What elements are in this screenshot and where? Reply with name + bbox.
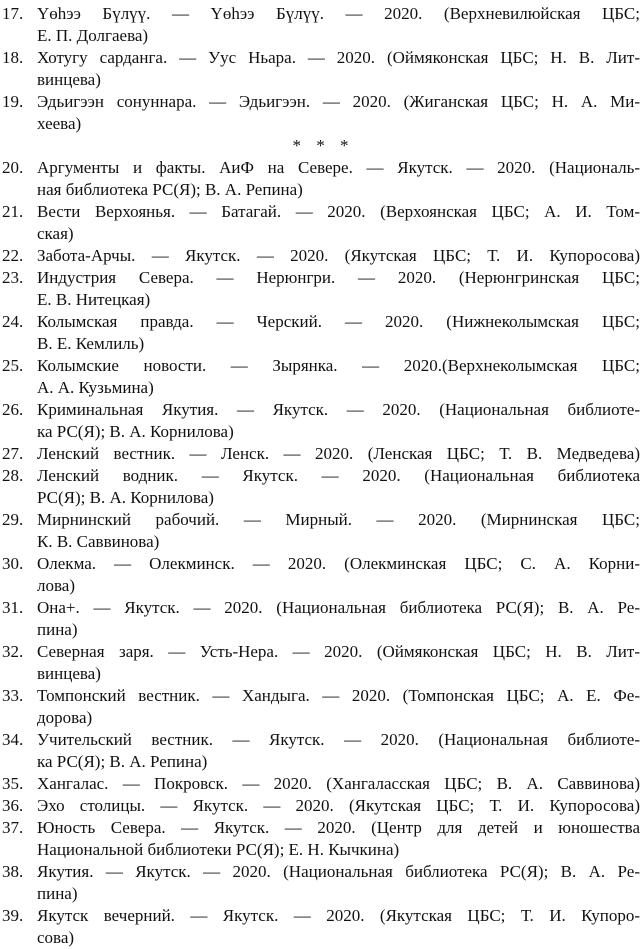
entry-text xyxy=(37,267,640,311)
entry-number: 29. xyxy=(2,510,24,529)
list-item xyxy=(2,641,640,685)
entry-line: ка РС(Я); В. А. Корнилова) xyxy=(37,422,234,441)
list-item xyxy=(2,201,640,245)
entry-line: Учительский вестник. — Якутск. — 2020. (Национальная библиоте- xyxy=(37,730,640,749)
entry-text xyxy=(37,311,640,355)
list-item xyxy=(2,91,640,135)
entry-number: 23. xyxy=(2,268,24,287)
entry-line: Вести Верхоянья. — Батагай. — 2020. (Верхоянская ЦБС; А. И. Том- xyxy=(37,202,640,221)
entry-line: В. Е. Кемлиль) xyxy=(37,334,145,353)
entry-text xyxy=(37,597,640,641)
entry-number: 28. xyxy=(2,466,24,485)
entry-line: РС(Я); В. А. Корнилова) xyxy=(37,488,214,507)
list-item xyxy=(2,905,640,949)
list-item xyxy=(2,245,640,267)
entry-text xyxy=(37,245,640,267)
entry-line: сова) xyxy=(37,928,75,947)
entry-line: Северная заря. — Усть-Нера. — 2020. (Оймяконская ЦБС; Н. В. Лит- xyxy=(37,642,640,661)
entry-text xyxy=(37,861,640,905)
entry-line: Е. П. Долгаева) xyxy=(37,26,149,45)
entry-line: Ленский вестник. — Ленск. — 2020. (Ленская ЦБС; Т. В. Медведева) xyxy=(37,444,640,463)
list-item xyxy=(2,267,640,311)
entry-text xyxy=(37,729,640,773)
entry-line: Хангалас. — Покровск. — 2020. (Хангаласская ЦБС; В. А. Саввинова) xyxy=(37,774,640,793)
entry-line: Олекма. — Олекминск. — 2020. (Олекминская ЦБС; С. А. Корни- xyxy=(37,554,640,573)
entry-text xyxy=(37,685,640,729)
entry-text xyxy=(37,553,640,597)
entry-text xyxy=(37,509,640,553)
entry-line: Индустрия Севера. — Нерюнгри. — 2020. (Нерюнгринская ЦБС; xyxy=(37,268,640,287)
entry-line: винцева) xyxy=(37,70,101,89)
entry-line: Колымская правда. — Черский. — 2020. (Нижнеколымская ЦБС; xyxy=(37,312,640,331)
entry-line: Аргументы и факты. АиФ на Севере. — Якутск. — 2020. (Националь- xyxy=(37,158,640,177)
entry-line: А. А. Кузьмина) xyxy=(37,378,154,397)
entry-number: 27. xyxy=(2,444,24,463)
entry-line: Криминальная Якутия. — Якутск. — 2020. (Национальная библиоте- xyxy=(37,400,640,419)
entry-line: Мирнинский рабочий. — Мирный. — 2020. (Мирнинская ЦБС; xyxy=(37,510,640,529)
list-item xyxy=(2,729,640,773)
entry-number: 26. xyxy=(2,400,24,419)
entry-text xyxy=(37,157,640,201)
entry-line: винцева) xyxy=(37,664,101,683)
entry-line: ная библиотека РС(Я); В. А. Репина) xyxy=(37,180,303,199)
list-item xyxy=(2,443,640,465)
entry-number: 35. xyxy=(2,774,24,793)
entry-number: 31. xyxy=(2,598,24,617)
entry-number: 33. xyxy=(2,686,24,705)
entry-number: 24. xyxy=(2,312,24,331)
list-item xyxy=(2,355,640,399)
entry-text xyxy=(37,905,640,949)
list-item xyxy=(2,465,640,509)
section-separator: * * * xyxy=(292,136,350,155)
entry-number: 17. xyxy=(2,4,24,23)
entry-text xyxy=(37,3,640,47)
entry-line: Национальной библиотеки РС(Я); Е. Н. Кычкина) xyxy=(37,840,400,859)
entry-line: ка РС(Я); В. А. Репина) xyxy=(37,752,208,771)
entry-number: 30. xyxy=(2,554,24,573)
entry-number: 19. xyxy=(2,92,24,111)
entry-line: лова) xyxy=(37,576,75,595)
list-item xyxy=(2,553,640,597)
entry-line: Колымские новости. — Зырянка. — 2020.(Верхнеколымская ЦБС; xyxy=(37,356,640,375)
list-item xyxy=(2,3,640,47)
list-item xyxy=(2,157,640,201)
entry-line: Томпонский вестник. — Хандыга. — 2020. (Томпонская ЦБС; А. Е. Фе- xyxy=(37,686,640,705)
entry-line: Үөһээ Бүлүү. — Үөһээ Бүлүү. — 2020. (Верхневилюйская ЦБС; xyxy=(37,4,640,23)
entry-line: Эдьигээн сонуннара. — Эдьигээн. — 2020. (Жиганская ЦБС; Н. А. Ми- xyxy=(37,92,640,111)
entry-line: Якутск вечерний. — Якутск. — 2020. (Якутская ЦБС; Т. И. Купоро- xyxy=(37,906,640,925)
list-item xyxy=(2,509,640,553)
entry-number: 36. xyxy=(2,796,24,815)
entry-text xyxy=(37,355,640,399)
list-item xyxy=(2,311,640,355)
entry-number: 38. xyxy=(2,862,24,881)
entry-number: 21. xyxy=(2,202,24,221)
entry-text xyxy=(37,795,640,817)
entry-text xyxy=(37,91,640,135)
bibliography-list xyxy=(2,3,640,949)
entry-number: 32. xyxy=(2,642,24,661)
entry-text xyxy=(37,817,640,861)
entry-line: Ленский водник. — Якутск. — 2020. (Национальная библиотека xyxy=(37,466,640,485)
list-item xyxy=(2,597,640,641)
entry-line: Якутия. — Якутск. — 2020. (Национальная библиотека РС(Я); В. А. Ре- xyxy=(37,862,640,881)
entry-text xyxy=(37,47,640,91)
entry-number: 37. xyxy=(2,818,24,837)
entry-line: Эхо столицы. — Якутск. — 2020. (Якутская ЦБС; Т. И. Купоросова) xyxy=(37,796,640,815)
list-item xyxy=(2,861,640,905)
list-item xyxy=(2,773,640,795)
list-item xyxy=(2,795,640,817)
list-item xyxy=(2,47,640,91)
entry-line: Хотугу сарданга. — Уус Ньара. — 2020. (Оймяконская ЦБС; Н. В. Лит- xyxy=(37,48,640,67)
entry-text xyxy=(37,201,640,245)
list-item xyxy=(2,685,640,729)
entry-text xyxy=(37,399,640,443)
entry-line: К. В. Саввинова) xyxy=(37,532,160,551)
entry-number: 22. xyxy=(2,246,24,265)
entry-line: хеева) xyxy=(37,114,82,133)
list-item xyxy=(2,817,640,861)
entry-number: 18. xyxy=(2,48,24,67)
list-item xyxy=(2,399,640,443)
entry-line: Она+. — Якутск. — 2020. (Национальная библиотека РС(Я); В. А. Ре- xyxy=(37,598,640,617)
entry-line: дорова) xyxy=(37,708,93,727)
entry-text xyxy=(37,641,640,685)
entry-number: 25. xyxy=(2,356,24,375)
entry-line: пина) xyxy=(37,620,78,639)
entry-number: 34. xyxy=(2,730,24,749)
entry-text xyxy=(37,465,640,509)
entry-text xyxy=(37,773,640,795)
entry-line: ская) xyxy=(37,224,74,243)
entry-line: Забота-Арчы. — Якутск. — 2020. (Якутская ЦБС; Т. И. Купоросова) xyxy=(37,246,640,265)
entry-number: 20. xyxy=(2,158,24,177)
entry-line: Е. В. Нитецкая) xyxy=(37,290,151,309)
entry-number: 39. xyxy=(2,906,24,925)
entry-line: Юность Севера. — Якутск. — 2020. (Центр для детей и юношества xyxy=(37,818,640,837)
entry-text xyxy=(37,443,640,465)
entry-line: пина) xyxy=(37,884,78,903)
